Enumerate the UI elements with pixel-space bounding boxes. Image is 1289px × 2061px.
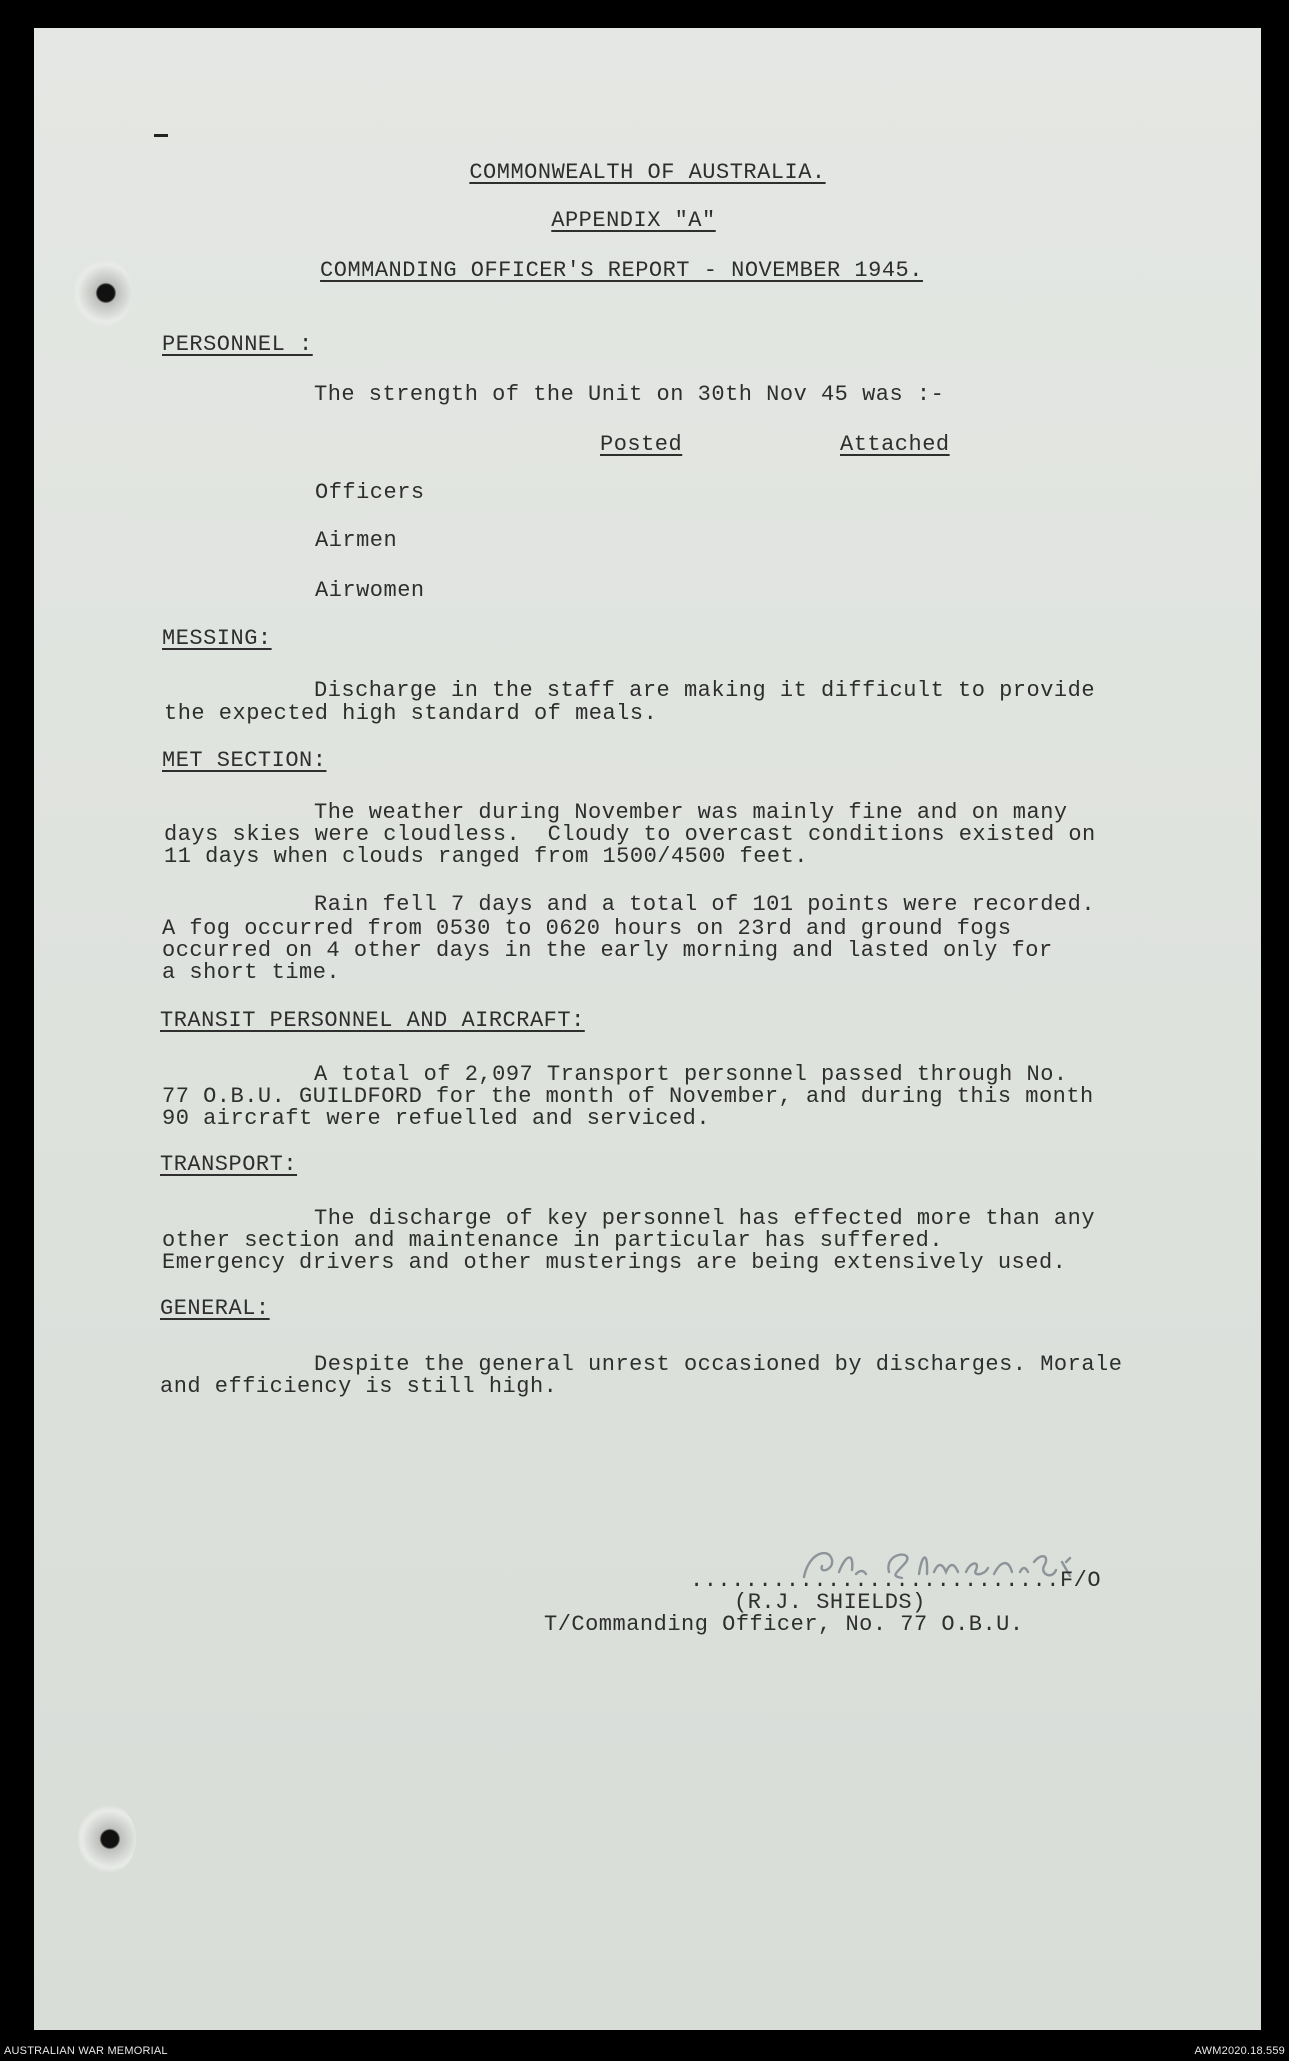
transit-line-3: 90 aircraft were refuelled and serviced.: [162, 1106, 711, 1131]
section-heading-met: MET SECTION:: [162, 748, 327, 773]
transit-line-1: A total of 2,097 Transport personnel passed through No.: [314, 1062, 1068, 1087]
transport-line-2: other section and maintenance in particular has suffered.: [162, 1228, 944, 1253]
footer-right-id: AWM2020.18.559: [1194, 2045, 1285, 2057]
met-para2-line-2: A fog occurred from 0530 to 0620 hours on 23rd and ground fogs: [162, 916, 1012, 941]
messing-line-2: the expected high standard of meals.: [164, 701, 658, 726]
report-title: COMMANDING OFFICER'S REPORT - NOVEMBER 1945.: [320, 258, 923, 283]
personnel-intro: The strength of the Unit on 30th Nov 45 was :-: [314, 382, 945, 407]
transport-line-3: Emergency drivers and other musterings are being extensively used.: [162, 1250, 1067, 1275]
met-para2-line-3: occurred on 4 other days in the early morning and lasted only for: [162, 938, 1053, 963]
signatory-title: T/Commanding Officer, No. 77 O.B.U.: [544, 1612, 1024, 1637]
signature-dotted-line: ...........................F/O: [690, 1568, 1102, 1593]
met-para2-line-4: a short time.: [162, 960, 341, 985]
section-heading-general: GENERAL:: [160, 1296, 270, 1321]
column-header-posted: Posted: [600, 432, 683, 457]
met-para2-line-1: Rain fell 7 days and a total of 101 points were recorded.: [314, 892, 1096, 917]
appendix-label: APPENDIX "A": [551, 208, 716, 233]
signatory-name: (R.J. SHIELDS): [734, 1590, 926, 1615]
ink-mark: [154, 134, 168, 137]
document-page: [34, 28, 1261, 2030]
punch-hole-bottom: [78, 1804, 136, 1874]
general-line-2: and efficiency is still high.: [160, 1374, 558, 1399]
met-para1-line-2: days skies were cloudless. Cloudy to overcast conditions existed on: [164, 822, 1096, 847]
section-heading-personnel: PERSONNEL :: [162, 332, 313, 357]
messing-line-1: Discharge in the staff are making it difficult to provide: [314, 678, 1096, 703]
footer-left-credit: AUSTRALIAN WAR MEMORIAL: [4, 2045, 168, 2057]
column-header-attached: Attached: [840, 432, 950, 457]
transport-line-1: The discharge of key personnel has effected more than any: [314, 1206, 1096, 1231]
transit-line-2: 77 O.B.U. GUILDFORD for the month of November, and during this month: [162, 1084, 1094, 1109]
document-title: COMMONWEALTH OF AUSTRALIA.: [469, 160, 826, 185]
section-heading-transport: TRANSPORT:: [160, 1152, 298, 1177]
met-para1-line-3: 11 days when clouds ranged from 1500/4500 feet.: [164, 844, 809, 869]
section-heading-messing: MESSING:: [162, 626, 272, 651]
met-para1-line-1: The weather during November was mainly fine and on many: [314, 800, 1068, 825]
section-heading-transit: TRANSIT PERSONNEL AND AIRCRAFT:: [160, 1008, 585, 1033]
personnel-row-officers: Officers: [315, 480, 425, 505]
personnel-row-airmen: Airmen: [315, 528, 398, 553]
personnel-row-airwomen: Airwomen: [315, 578, 425, 603]
general-line-1: Despite the general unrest occasioned by discharges. Morale: [314, 1352, 1123, 1377]
